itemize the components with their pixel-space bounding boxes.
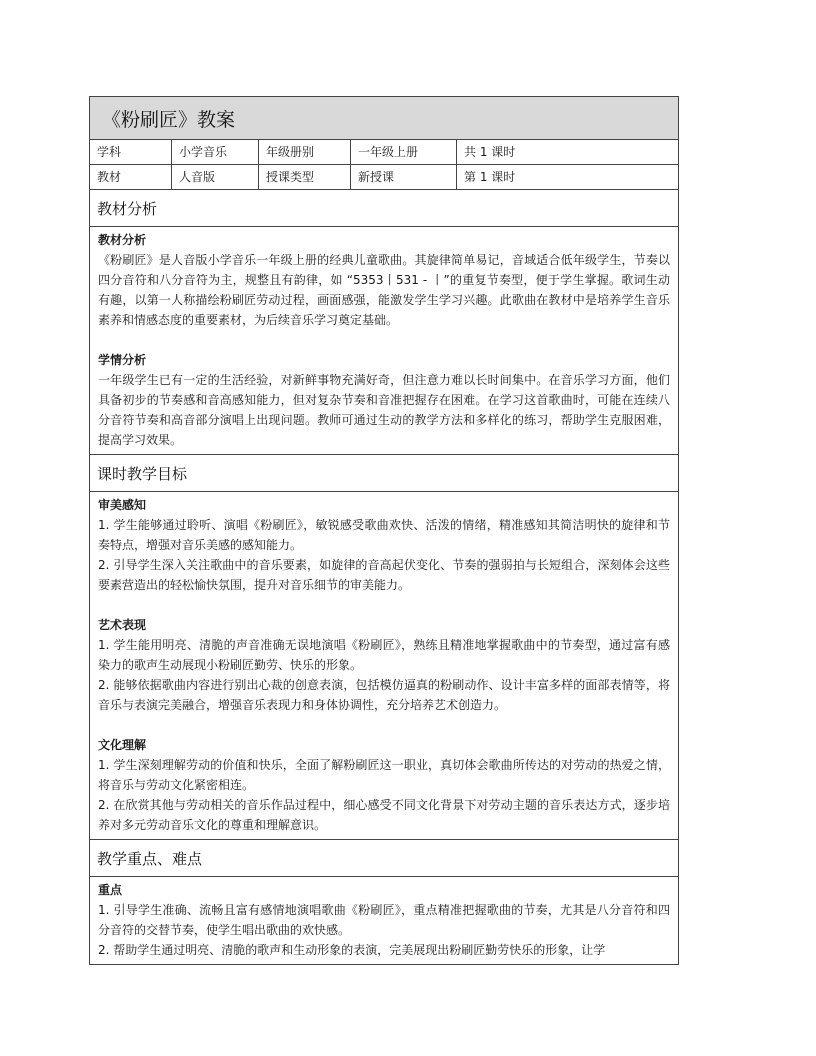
lesson-type-label: 授课类型 — [259, 165, 351, 189]
art-item-2: 2. 能够依据歌曲内容进行别出心裁的创意表演，包括模仿逼真的粉刷动作、设计丰富多样的面部表情等，将音乐与表演完美融合，增强音乐表现力和身体协调性，充分培养艺术创造力。 — [98, 678, 670, 712]
aesthetic-item-2: 2. 引导学生深入关注歌曲中的音乐要素，如旋律的音高起伏变化、节奏的强弱拍与长短组合，深刻体会这些要素营造出的轻松愉快氛围，提升对音乐细节的审美能力。 — [98, 558, 670, 592]
art-title: 艺术表现 — [98, 618, 147, 632]
textbook-value: 人音版 — [172, 165, 259, 189]
student-analysis-title: 学情分析 — [98, 353, 147, 367]
focus-item-2: 2. 帮助学生通过明亮、清脆的歌声和生动形象的表演，完美展现出粉刷匠勤劳快乐的形象，让学 — [98, 943, 606, 957]
culture-item-2: 2. 在欣赏其他与劳动相关的音乐作品过程中，细心感受不同文化背景下对劳动主题的音乐表达方式，逐步培养对多元劳动音乐文化的尊重和理解意识。 — [98, 798, 670, 832]
subject-label: 学科 — [90, 140, 172, 164]
student-analysis-text: 一年级学生已有一定的生活经验，对新鲜事物充满好奇，但注意力难以长时间集中。在音乐学习方面，他们具备初步的节奏感和音高感知能力，但对复杂节奏和音准把握存在困难。在学习这首歌曲时，可能在连续八分音符节奏和高音部分演唱上出现问题。教师可通过生动的教学方法和多样化的练习，帮助学生克服困难，提高学习效果。 — [98, 373, 670, 447]
document-title: 《粉刷匠》教案 — [90, 97, 678, 140]
total-periods: 共 1 课时 — [464, 145, 516, 159]
objectives-heading: 课时教学目标 — [90, 455, 678, 492]
keypoints-body — [90, 877, 678, 964]
culture-item-1: 1. 学生深刻理解劳动的价值和快乐，全面了解粉刷匠这一职业，真切体会歌曲所传达的对劳动的热爱之情，将音乐与劳动文化紧密相连。 — [98, 758, 670, 792]
grade-label: 年级册别 — [259, 140, 351, 164]
info-row-1 — [90, 140, 678, 165]
culture-title: 文化理解 — [98, 738, 147, 752]
aesthetic-item-1: 1. 学生能够通过聆听、演唱《粉刷匠》，敏锐感受歌曲欢快、活泼的情绪，精准感知其简洁明快的旋律和节奏特点，增强对音乐美感的感知能力。 — [98, 518, 670, 552]
focus-title: 重点 — [98, 883, 123, 897]
art-item-1: 1. 学生能用明亮、清脆的声音准确无误地演唱《粉刷匠》，熟练且精准地掌握歌曲中的节奏型，通过富有感染力的歌声生动展现小粉刷匠勤劳、快乐的形象。 — [98, 638, 670, 672]
analysis-body — [90, 227, 678, 455]
material-analysis-title: 教材分析 — [98, 233, 147, 247]
info-row-2 — [90, 165, 678, 190]
grade-value: 一年级上册 — [351, 140, 457, 164]
subject-value: 小学音乐 — [172, 140, 259, 164]
lesson-type-value: 新授课 — [351, 165, 457, 189]
objectives-body — [90, 492, 678, 840]
lesson-plan-table — [89, 96, 679, 965]
material-analysis-text: 《粉刷匠》是人音版小学音乐一年级上册的经典儿童歌曲。其旋律简单易记，音域适合低年级学生，节奏以四分音符和八分音符为主，规整且有韵律，如 “5353丨531 - 丨”的重复节奏型，便于学生掌握。歌词生动有趣，以第一人称描绘粉刷匠劳动过程，画面感强，能激发学生学习兴趣。此歌曲在教材中是培养学生音乐素养和情感态度的重要素材，为后续音乐学习奠定基础。 — [98, 253, 670, 327]
focus-item-1: 1. 引导学生准确、流畅且富有感情地演唱歌曲《粉刷匠》，重点精准把握歌曲的节奏，尤其是八分音符和四分音符的交替节奏，使学生唱出歌曲的欢快感。 — [98, 903, 670, 937]
keypoints-heading: 教学重点、难点 — [90, 840, 678, 877]
aesthetic-title: 审美感知 — [98, 498, 147, 512]
current-period: 第 1 课时 — [464, 170, 516, 184]
textbook-label: 教材 — [90, 165, 172, 189]
analysis-heading: 教材分析 — [90, 190, 678, 227]
